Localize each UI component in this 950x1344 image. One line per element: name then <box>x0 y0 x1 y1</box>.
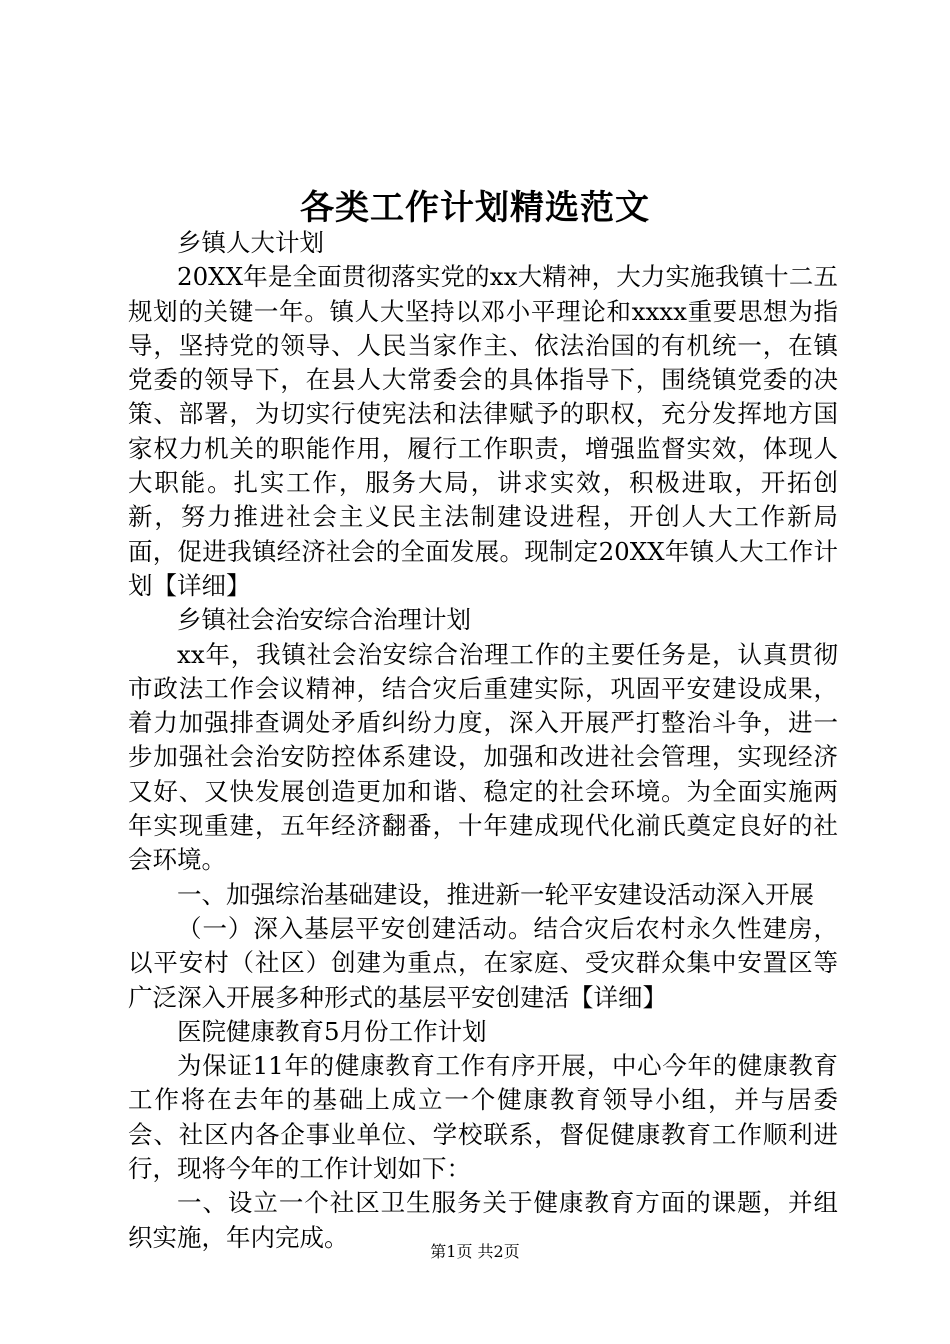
paragraph-township-npc: 20XX年是全面贯彻落实党的xx大精神，大力实施我镇十二五规划的关键一年。镇人大坚持以邓小平理论和xxxx重要思想为指导，坚持党的领导、人民当家作主、依法治国的有机统一，在镇党委的领导下，在县人大常委会的具体指导下，围绕镇党委的决策、部署，为切实行使宪法和法律赋予的职权，充分发挥地方国家权力机关的职能作用，履行工作职责，增强监督实效，体现人大职能。扎实工作，服务大局，讲求实效，积极进取，开拓创新，努力推进社会主义民主法制建设进程，开创人大工作新局面，促进我镇经济社会的全面发展。现制定20XX年镇人大工作计划【详细】 <box>128 262 838 600</box>
paragraph-health-education: 为保证11年的健康教育工作有序开展，中心今年的健康教育工作将在去年的基础上成立一个健康教育领导小组，并与居委会、社区内各企事业单位、学校联系，督促健康教育工作顺利进行，现将今年的工作计划如下： <box>128 1051 838 1184</box>
section-heading-public-security: 乡镇社会治安综合治理计划 <box>177 605 471 635</box>
section-heading-township-npc: 乡镇人大计划 <box>177 228 324 257</box>
page-footer: 第1页 共2页 <box>430 1242 520 1261</box>
paragraph-grassroots-safety: （一）深入基层平安创建活动。结合灾后农村永久性建房，以平安村（社区）创建为重点，在家庭、受灾群众集中安置区等广泛深入开展多种形式的基层平安创建活【详细】 <box>128 913 838 1012</box>
document-body <box>128 226 838 1255</box>
subheading-strengthen-foundation: 一、加强综治基础建设，推进新一轮平安建设活动深入开展 <box>177 879 814 909</box>
paragraph-health-topic: 一、设立一个社区卫生服务关于健康教育方面的课题，并组织实施，年内完成。 <box>128 1188 838 1252</box>
section-heading-health-education: 医院健康教育5月份工作计划 <box>177 1016 487 1046</box>
paragraph-public-security: xx年，我镇社会治安综合治理工作的主要任务是，认真贯彻市政法工作会议精神，结合灾后重建实际，巩固平安建设成果，着力加强排查调处矛盾纠纷力度，深入开展严打整治斗争，进一步加强社会治安防控体系建设，加强和改进社会管理，实现经济又好、又快发展创造更加和谐、稳定的社会环境。为全面实施两年实现重建，五年经济翻番，十年建成现代化湔氏奠定良好的社会环境。 <box>128 639 838 875</box>
document-title: 各类工作计划精选范文 <box>300 188 650 228</box>
